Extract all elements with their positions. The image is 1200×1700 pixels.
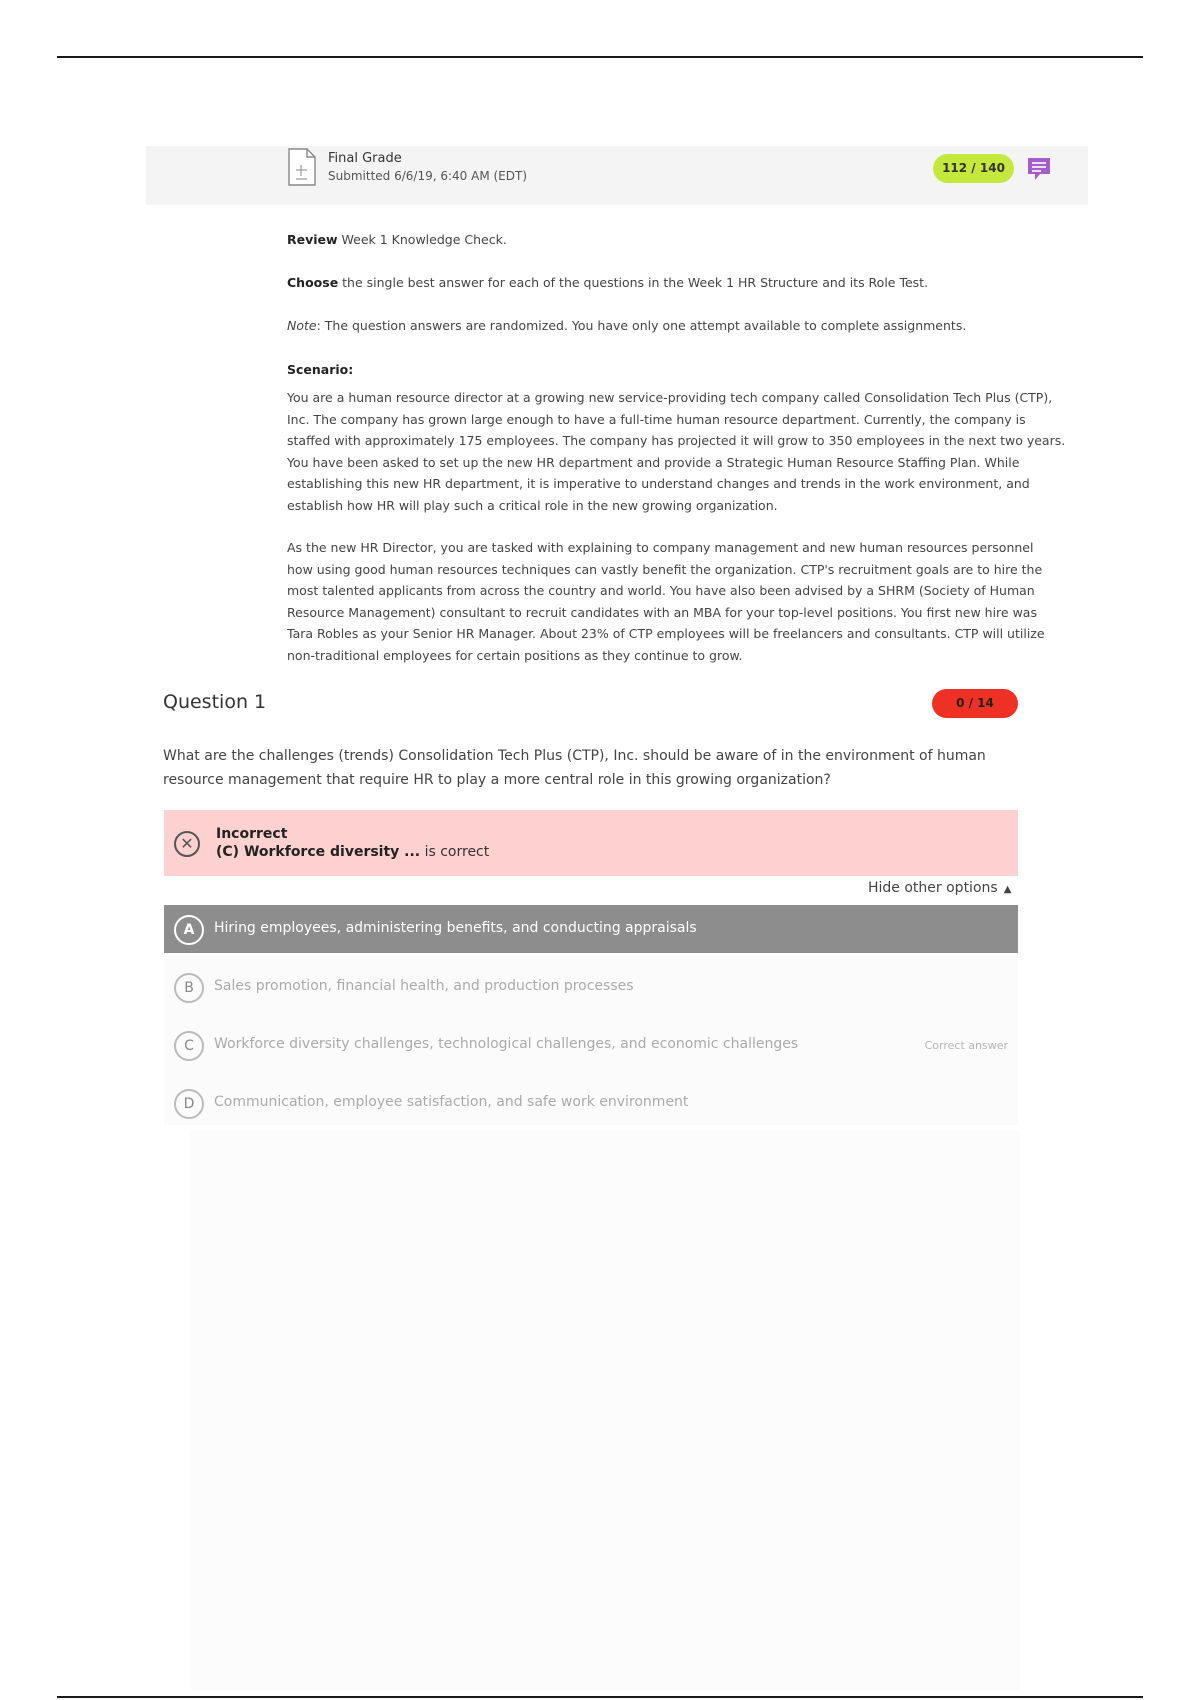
option-d[interactable] (164, 1079, 1018, 1127)
option-b[interactable] (164, 963, 1018, 1011)
final-grade-bar (146, 146, 1088, 205)
option-text: Sales promotion, financial health, and production processes (214, 978, 634, 994)
submitted-timestamp: Submitted 6/6/19, 6:40 AM (EDT) (328, 169, 527, 183)
feedback-status: Incorrect (216, 826, 288, 842)
review-line: Review Week 1 Knowledge Check. (287, 232, 507, 247)
feedback-correct-answer: (C) Workforce diversity ... is correct (216, 844, 490, 860)
question-title: Question 1 (163, 691, 267, 713)
option-letter: C (174, 1031, 204, 1061)
scenario-paragraph-1: You are a human resource director at a growing new service-providing tech company called Consolidation Tech Plus (CTP), Inc. The company has grown large enough to have a full-time human resource department. Currently, the company is staffed with approximately 175 employees. The company has projected it will grow to 350 employees in the next two years. You have been asked to set up the new HR department and provide a Strategic Human Resource Staffing Plan. While establishing this new HR department, it is imperative to understand changes and trends in the work environment, and establish how HR will play such a critical role in the new growing organization. (287, 390, 1066, 513)
option-c[interactable] (164, 1021, 1018, 1069)
correct-answer-label: Correct answer (924, 1039, 1008, 1052)
page-bottom-rule (57, 1696, 1143, 1698)
question-text: What are the challenges (trends) Consolidation Tech Plus (CTP), Inc. should be aware of in the environment of human resource management that require HR to play a more central role in this growing organization? (163, 748, 986, 788)
comment-icon[interactable] (1026, 156, 1052, 182)
scenario-label: Scenario: (287, 362, 354, 377)
final-grade-title: Final Grade (328, 151, 402, 166)
final-grade-score-badge: 112 / 140 (933, 154, 1014, 183)
option-letter: D (174, 1089, 204, 1119)
page-background-column (190, 1130, 1020, 1690)
note-line: Note: The question answers are randomized. You have only one attempt available to complete assignments. (287, 318, 967, 333)
question-score-badge: 0 / 14 (932, 689, 1018, 718)
option-letter: B (174, 973, 204, 1003)
option-text: Hiring employees, administering benefits, and conducting appraisals (214, 920, 697, 936)
chevron-up-icon: ▲ (1003, 884, 1012, 895)
option-letter: A (174, 915, 204, 945)
scenario-paragraph-2: As the new HR Director, you are tasked with explaining to company management and new human resources personnel how using good human resources techniques can vastly benefit the organization. CTP's recruitment goals are to hire the most talented applicants from across the country and world. You have also been advised by a SHRM (Society of Human Resource Management) consultant to recruit candidates with an MBA for your top-level positions. You first new hire was Tara Robles as your Senior HR Manager. About 23% of CTP employees will be freelancers and consultants. CTP will utilize non-traditional employees for certain positions as they continue to grow. (287, 540, 1045, 663)
choose-line: Choose the single best answer for each of the questions in the Week 1 HR Structure and its Role Test. (287, 275, 929, 290)
document-icon (287, 148, 317, 186)
hide-other-options-toggle[interactable]: Hide other options ▲ (868, 880, 1012, 896)
page-top-rule (57, 56, 1143, 58)
close-circle-icon: ✕ (174, 831, 200, 857)
option-text: Workforce diversity challenges, technological challenges, and economic challenges (214, 1036, 799, 1052)
option-text: Communication, employee satisfaction, and safe work environment (214, 1094, 689, 1110)
option-a[interactable] (164, 905, 1018, 953)
answer-feedback-banner (164, 810, 1018, 876)
